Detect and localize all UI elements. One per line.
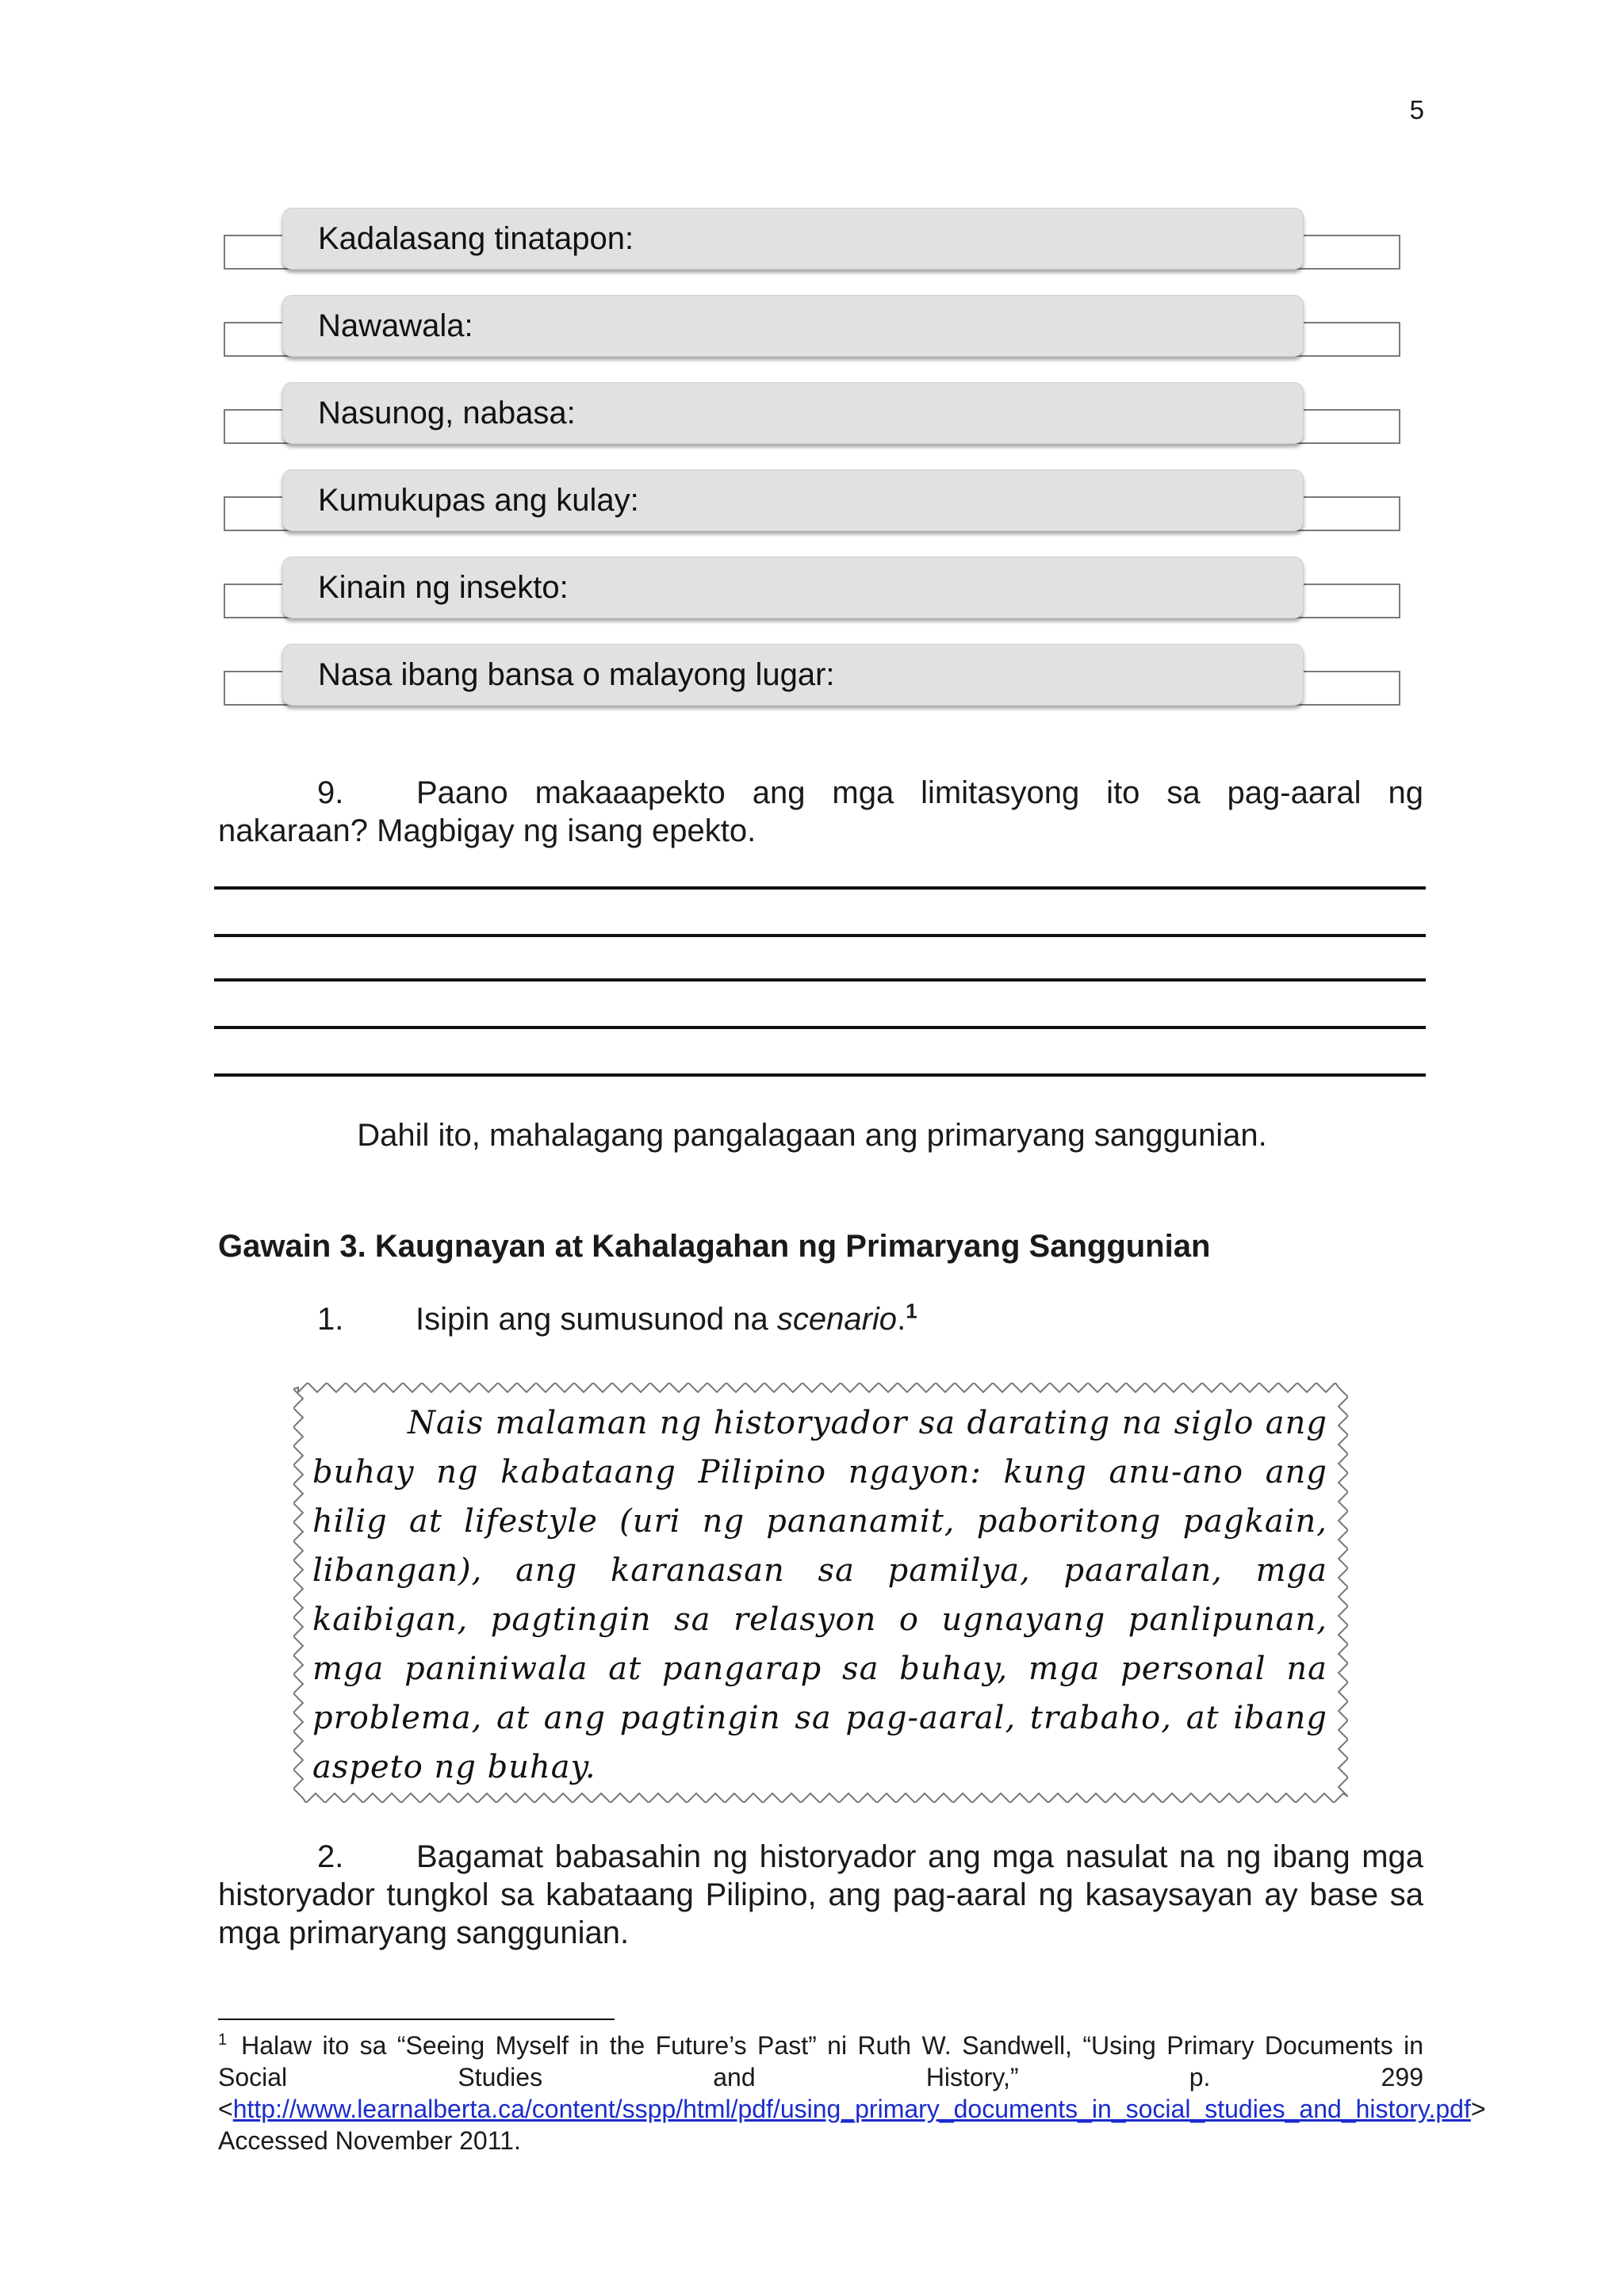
section-heading: Gawain 3. Kaugnayan at Kahalagahan ng Primaryang Sanggunian: [218, 1229, 1211, 1264]
limitation-label: Kinain ng insekto:: [318, 570, 569, 605]
limitation-label: Kadalasang tinatapon:: [318, 221, 634, 256]
answer-line[interactable]: [214, 1073, 1426, 1077]
item-text: Isipin ang sumusunod na: [416, 1302, 777, 1337]
answer-line[interactable]: [214, 886, 1426, 890]
limitation-row: [224, 644, 1402, 707]
limitation-tab: [282, 644, 1304, 706]
answer-line[interactable]: [214, 934, 1426, 937]
limitation-row: [224, 295, 1402, 358]
question-9: [218, 774, 1423, 850]
conclusion-text: Dahil ito, mahalagang pangalagaan ang primaryang sanggunian.: [357, 1118, 1267, 1153]
item-italic-text: scenario: [776, 1302, 898, 1337]
footnote-text-end: > Accessed November 2011.: [218, 2095, 1486, 2155]
limitation-row: [224, 557, 1402, 620]
footnote-divider: [218, 2019, 615, 2020]
limitation-row: [224, 469, 1402, 533]
limitation-label: Kumukupas ang kulay:: [318, 483, 639, 518]
item-1: [317, 1299, 917, 1337]
limitation-label: Nawawala:: [318, 308, 473, 343]
item-text: Bagamat babasahin ng historyador ang mga nasulat na ng ibang mga historyador tungkol sa kabataang Pilipino, ang pag-aaral ng kasaysayan ay base sa mga primaryang sanggunian.: [218, 1839, 1423, 1950]
limitation-tab: [282, 469, 1304, 531]
scenario-paragraph: Nais malaman ng historyador sa darating na siglo ang buhay ng kabataang Pilipino ngayon: kung anu-ano ang hilig at lifestyle (uri ng pananamit, paboritong pagkain, libangan), ang karanasan sa pamilya, paaralan, mga kaibigan, pagtingin sa relasyon o ugnayang panlipunan, mga paniniwala at pangarap sa buhay, mga personal na problema, at ang pagtingin sa pag-aaral, trabaho, at ibang aspeto ng buhay.: [312, 1405, 1327, 1785]
item-number: 2.: [317, 1839, 344, 1874]
footnote-ref[interactable]: 1: [906, 1299, 917, 1323]
footnote-number: 1: [218, 2031, 228, 2049]
answer-line[interactable]: [214, 978, 1426, 982]
limitation-tab: [282, 295, 1304, 357]
limitation-tab: [282, 382, 1304, 444]
answer-line[interactable]: [214, 1026, 1426, 1029]
limitation-tab: [282, 557, 1304, 618]
scenario-text: [312, 1399, 1327, 1792]
footnote-link[interactable]: http://www.learnalberta.ca/content/sspp/html/pdf/using_primary_documents_in_social_studies_and_history.pdf: [232, 2095, 1471, 2123]
scenario-box: [293, 1383, 1348, 1803]
limitation-row: [224, 208, 1402, 271]
limitation-label: Nasunog, nabasa:: [318, 396, 576, 430]
limitation-label: Nasa ibang bansa o malayong lugar:: [318, 657, 835, 692]
footnote-text: Halaw ito sa “Seeing Myself in the Future’s Past” ni Ruth W. Sandwell, “Using Primary Documents in Social Studies and History,” p. 299 <: [218, 2031, 1423, 2123]
limitation-row: [224, 382, 1402, 446]
item-2: [218, 1838, 1423, 1952]
page-number: 5: [1409, 95, 1424, 124]
limitation-tab: [282, 208, 1304, 270]
footnote: [218, 2030, 1486, 2156]
question-text: Paano makaaapekto ang mga limitasyong ito sa pag-aaral ng nakaraan? Magbigay ng isang epekto.: [218, 775, 1423, 848]
item-number: 1.: [317, 1302, 344, 1337]
item-text-end: .: [897, 1302, 906, 1337]
question-number: 9.: [317, 775, 344, 810]
